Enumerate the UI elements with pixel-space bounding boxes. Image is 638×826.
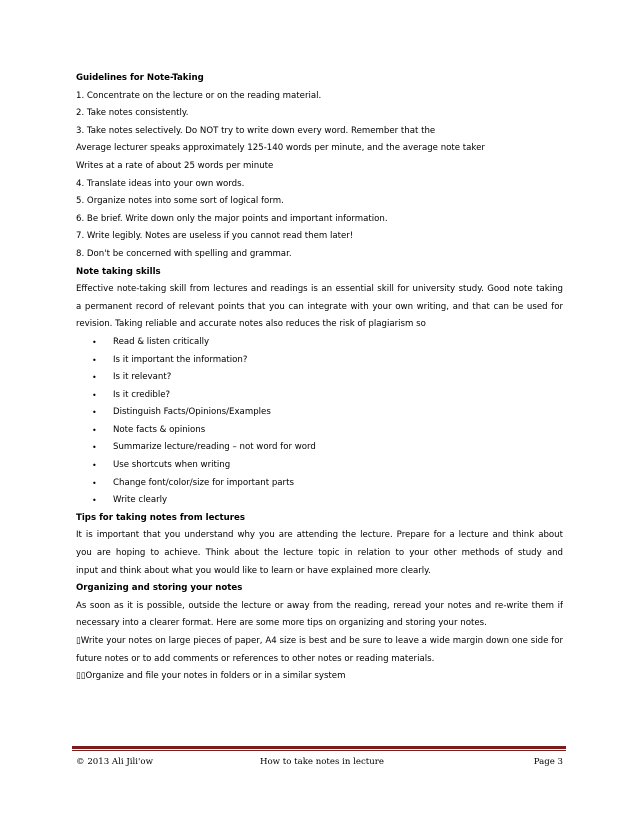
bullet-text: Is it important the information? [113, 354, 248, 365]
guideline-line: Average lecturer speaks approximately 125-140 words per minute, and the average note taker [76, 143, 485, 154]
paragraph-line: Effective note-taking skill from lectures and readings is an essential skill for university study. Good note taking [76, 284, 563, 295]
bullet-item [76, 369, 563, 387]
bullet-icon: • [92, 425, 97, 435]
bullet-text: Distinguish Facts/Opinions/Examples [113, 407, 271, 418]
paragraph-line: you are hoping to achieve. Think about the lecture topic in relation to your other methods of study and [76, 548, 563, 559]
bullet-icon: • [92, 478, 97, 488]
footer-rule-thick [72, 746, 566, 749]
missing-glyph-icon: ▯▯ [76, 671, 86, 682]
bullet-item [76, 439, 563, 457]
bullet-icon: • [92, 337, 97, 347]
bullet-text: Read & listen critically [113, 336, 210, 347]
guideline-line: 8. Don't be concerned with spelling and grammar. [76, 248, 292, 259]
bullet-text: Use shortcuts when writing [113, 460, 231, 471]
bullet-icon: • [92, 496, 97, 506]
guideline-line: 5. Organize notes into some sort of logical form. [76, 196, 284, 207]
footer-rule-thin [72, 750, 566, 751]
missing-glyph-icon: ▯ [76, 636, 81, 646]
bullet-text: Is it relevant? [113, 372, 172, 383]
page-footer [76, 757, 563, 771]
section-heading: Organizing and storing your notes [76, 583, 243, 594]
bullet-text: Write clearly [113, 495, 168, 506]
bullet-text: Note facts & opinions [113, 424, 206, 435]
footer-copyright: © 2013 Ali Jili'ow [76, 757, 153, 767]
paragraph-line: revision. Taking reliable and accurate notes also reduces the risk of plagiarism so [76, 319, 426, 330]
paragraph-line: input and think about what you would like to learn or have explained more clearly. [76, 565, 431, 576]
guideline-line: Writes at a rate of about 25 words per minute [76, 160, 274, 171]
bullet-item [76, 404, 563, 422]
paragraph-text: Organize and file your notes in folders or in a similar system [85, 671, 346, 682]
guideline-line: 7. Write legibly. Notes are useless if you cannot read them later! [76, 231, 354, 242]
bullet-item [76, 492, 563, 510]
guideline-line: 4. Translate ideas into your own words. [76, 178, 245, 189]
bullet-icon: • [92, 355, 97, 365]
paragraph-line: As soon as it is possible, outside the lecture or away from the reading, reread your notes and re-write them if [76, 600, 563, 611]
paragraph-line: a permanent record of relevant points that you can integrate with your own writing, and that can be used for [76, 301, 563, 312]
bullet-icon: • [92, 461, 97, 471]
bullet-item [76, 457, 563, 475]
paragraph-line [76, 668, 563, 686]
bullet-text: Change font/color/size for important parts [113, 477, 294, 488]
bullet-icon: • [92, 443, 97, 453]
bullet-item [76, 334, 563, 352]
document-body [76, 70, 563, 686]
bullet-text: Is it credible? [113, 389, 171, 400]
section-heading: Note taking skills [76, 266, 161, 277]
paragraph-line [76, 633, 563, 651]
bullet-item [76, 475, 563, 493]
bullet-item [76, 352, 563, 370]
bullet-icon: • [92, 408, 97, 418]
paragraph-line: necessary into a clearer format. Here are some more tips on organizing and storing your notes. [76, 618, 487, 629]
guideline-line: 2. Take notes consistently. [76, 108, 189, 119]
guideline-line: 1. Concentrate on the lecture or on the reading material. [76, 90, 322, 101]
paragraph-line: It is important that you understand why you are attending the lecture. Prepare for a lecture and think about [76, 530, 563, 541]
bullet-item [76, 387, 563, 405]
section-heading: Tips for taking notes from lectures [76, 512, 245, 523]
section-heading: Guidelines for Note-Taking [76, 73, 204, 83]
guideline-line: 3. Take notes selectively. Do NOT try to write down every word. Remember that the [76, 125, 436, 136]
bullet-text: Summarize lecture/reading – not word for word [113, 442, 316, 453]
bullet-icon: • [92, 373, 97, 383]
guideline-line: 6. Be brief. Write down only the major points and important information. [76, 213, 388, 224]
bullet-item [76, 422, 563, 440]
paragraph-text: Write your notes on large pieces of paper, A4 size is best and be sure to leave a wide margin down one side for [80, 636, 563, 646]
bullet-icon: • [92, 390, 97, 400]
paragraph-line: future notes or to add comments or references to other notes or reading materials. [76, 653, 435, 664]
footer-page-number: Page 3 [533, 757, 563, 767]
footer-title: How to take notes in lecture [260, 757, 384, 767]
